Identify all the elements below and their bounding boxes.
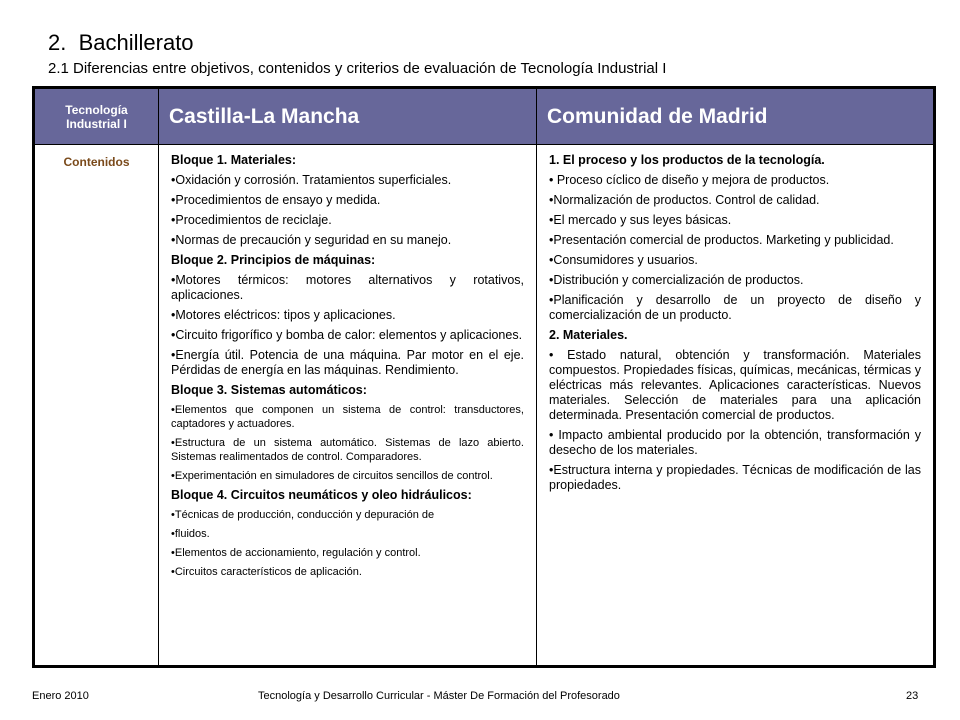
list-item: •Distribución y comercialización de productos. [549, 273, 804, 287]
section-subtitle: 2.1 Diferencias entre objetivos, contenidos y criterios de evaluación de Tecnología Industrial I [48, 60, 667, 77]
list-item: •Normas de precaución y seguridad en su manejo. [171, 233, 452, 247]
header-castilla-la-mancha: Castilla-La Mancha [159, 88, 537, 145]
list-item: •Experimentación en simuladores de circuitos sencillos de control. [171, 470, 493, 482]
corner-header: Tecnología Industrial I [34, 88, 159, 145]
block-heading: Bloque 3. Sistemas automáticos: [171, 383, 367, 397]
list-item: •Elementos de accionamiento, regulación y control. [171, 547, 421, 559]
footer-date: Enero 2010 [32, 690, 89, 702]
list-item: •Consumidores y usuarios. [549, 253, 698, 267]
list-item: •Normalización de productos. Control de calidad. [549, 193, 820, 207]
list-item: •Planificación y desarrollo de un proyecto de diseño y comercialización de un producto. [549, 293, 921, 322]
list-item: •Técnicas de producción, conducción y depuración de [171, 509, 435, 521]
contenidos-row [34, 145, 935, 667]
header-comunidad-de-madrid: Comunidad de Madrid [537, 88, 935, 145]
list-item: •Circuitos característicos de aplicación. [171, 566, 362, 578]
list-item: •Energía útil. Potencia de una máquina. Par motor en el eje. Pérdidas de energía en las máquinas. Rendimiento. [171, 348, 524, 377]
section-title: Bachillerato [78, 30, 194, 55]
block-heading: Bloque 2. Principios de máquinas: [171, 253, 376, 267]
list-item: •Estructura interna y propiedades. Técnicas de modificación de las propiedades. [549, 463, 921, 492]
list-item: •Estructura de un sistema automático. Sistemas de lazo abierto. Sistemas realimentados de control. Comparadores. [171, 437, 524, 463]
page-number: 23 [906, 690, 919, 702]
block-heading: 2. Materiales. [549, 328, 628, 342]
table-header-row [34, 88, 935, 145]
list-item: •Oxidación y corrosión. Tratamientos superficiales. [171, 173, 452, 187]
list-item: •Procedimientos de ensayo y medida. [171, 193, 381, 207]
block-heading: 1. El proceso y los productos de la tecnología. [549, 153, 825, 167]
list-item: • Impacto ambiental producido por la obtención, transformación y desecho de los materiales. [549, 428, 921, 457]
list-item: •fluidos. [171, 528, 210, 540]
list-item: •Procedimientos de reciclaje. [171, 213, 332, 227]
list-item: •Elementos que componen un sistema de control: transductores, captadores y actuadores. [171, 404, 524, 430]
list-item: •El mercado y sus leyes básicas. [549, 213, 732, 227]
row-label-contenidos: Contenidos [34, 145, 159, 667]
section-number: 2. [48, 30, 67, 55]
list-item: •Motores térmicos: motores alternativos y rotativos, aplicaciones. [171, 273, 524, 302]
block-heading: Bloque 4. Circuitos neumáticos y oleo hidráulicos: [171, 488, 472, 502]
list-item: •Circuito frigorífico y bomba de calor: elementos y aplicaciones. [171, 328, 523, 342]
list-item: •Presentación comercial de productos. Marketing y publicidad. [549, 233, 894, 247]
list-item: • Proceso cíclico de diseño y mejora de productos. [549, 173, 830, 187]
list-item: •Motores eléctricos: tipos y aplicaciones. [171, 308, 396, 322]
section-heading [48, 30, 194, 56]
comunidad-de-madrid-contents [537, 145, 935, 667]
comparison-table [32, 86, 936, 668]
block-heading: Bloque 1. Materiales: [171, 153, 297, 167]
castilla-la-mancha-contents [159, 145, 537, 667]
list-item: • Estado natural, obtención y transformación. Materiales compuestos. Propiedades físicas, químicas, mecánicas, térmicas y eléctricas más relevantes. Aplicaciones características. Nuevos materiales. Selección de materiales para una aplicación determinada. Presentación comercial de productos. [549, 348, 921, 422]
footer-center-text: Tecnología y Desarrollo Curricular - Máster De Formación del Profesorado [258, 690, 620, 702]
